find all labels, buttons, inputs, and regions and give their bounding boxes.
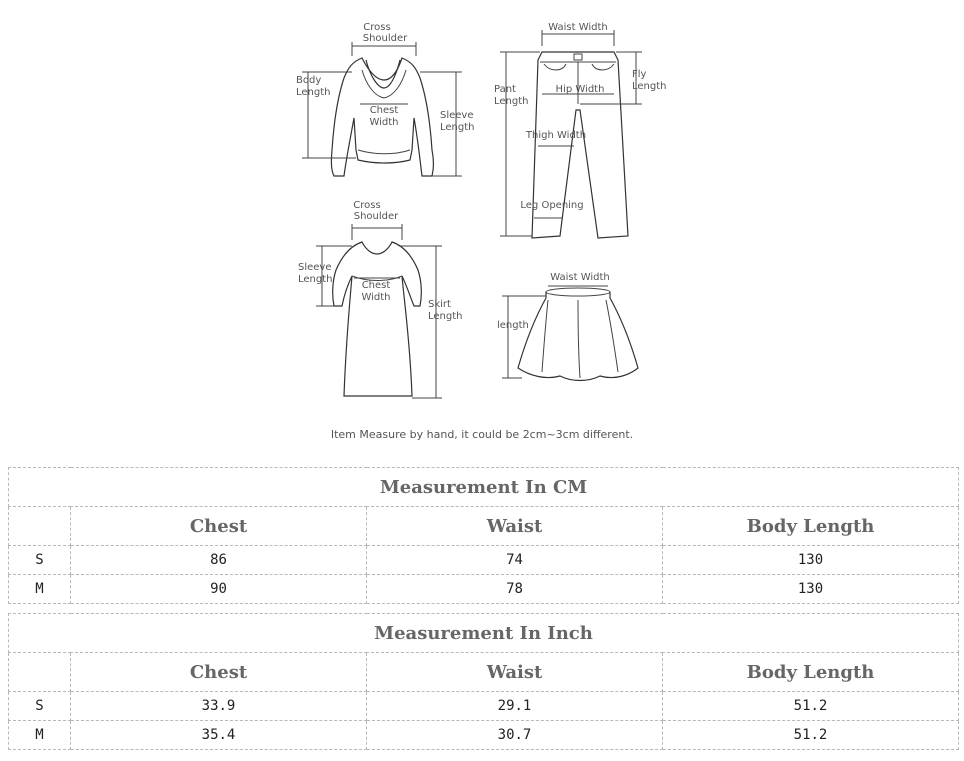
column-header-body-length: Body Length [663, 507, 959, 546]
column-header-body-length: Body Length [663, 653, 959, 692]
pants-fly-length-label: Fly Length [632, 69, 667, 92]
table-row [9, 721, 959, 750]
sweater-chest-width-label: Chest Width [369, 105, 399, 128]
size-header [9, 653, 71, 692]
skirt-length-label: length [497, 320, 529, 331]
sweater-cross-shoulder-label: Cross Shoulder [362, 22, 408, 44]
table-title: Measurement In Inch [9, 614, 959, 653]
chest-cell: 35.4 [71, 721, 367, 750]
column-header-waist: Waist [367, 507, 663, 546]
chest-cell: 33.9 [71, 692, 367, 721]
size-header [9, 507, 71, 546]
measurement-table-inch [8, 613, 959, 750]
chest-cell: 86 [71, 546, 367, 575]
skirt-illustration [497, 272, 638, 381]
table-row [9, 546, 959, 575]
waist-cell: 74 [367, 546, 663, 575]
sweater-illustration [296, 22, 475, 176]
size-cell: M [9, 721, 71, 750]
size-cell: S [9, 692, 71, 721]
body-length-cell: 130 [663, 546, 959, 575]
waist-cell: 78 [367, 575, 663, 604]
column-header-waist: Waist [367, 653, 663, 692]
pants-pant-length-label: Pant Length [494, 84, 529, 107]
chest-cell: 90 [71, 575, 367, 604]
pants-leg-opening-label: Leg Opening [520, 200, 584, 211]
column-header-chest: Chest [71, 507, 367, 546]
waist-cell: 30.7 [367, 721, 663, 750]
body-length-cell: 51.2 [663, 692, 959, 721]
dress-illustration [298, 200, 463, 398]
size-cell: S [9, 546, 71, 575]
dress-cross-shoulder-label: Cross Shoulder [353, 200, 399, 222]
pants-hip-width-label: Hip Width [555, 84, 605, 95]
pants-illustration [494, 22, 667, 238]
skirt-waist-width-label: Waist Width [550, 272, 610, 283]
pants-thigh-width-label: Thigh Width [525, 130, 587, 141]
dress-chest-width-label: Chest Width [361, 280, 391, 303]
dress-sleeve-length-label: Sleeve Length [298, 262, 333, 285]
measurement-note: Item Measure by hand, it could be 2cm~3cm different. [330, 428, 634, 441]
sweater-sleeve-length-label: Sleeve Length [440, 110, 475, 133]
body-length-cell: 130 [663, 575, 959, 604]
body-length-cell: 51.2 [663, 721, 959, 750]
table-row [9, 575, 959, 604]
column-header-chest: Chest [71, 653, 367, 692]
pants-waist-width-label: Waist Width [548, 22, 608, 33]
table-title: Measurement In CM [9, 468, 959, 507]
size-cell: M [9, 575, 71, 604]
table-row [9, 692, 959, 721]
sweater-body-length-label: Body Length [296, 75, 331, 98]
waist-cell: 29.1 [367, 692, 663, 721]
dress-skirt-length-label: Skirt Length [428, 299, 463, 322]
measurement-table-cm [8, 467, 959, 604]
